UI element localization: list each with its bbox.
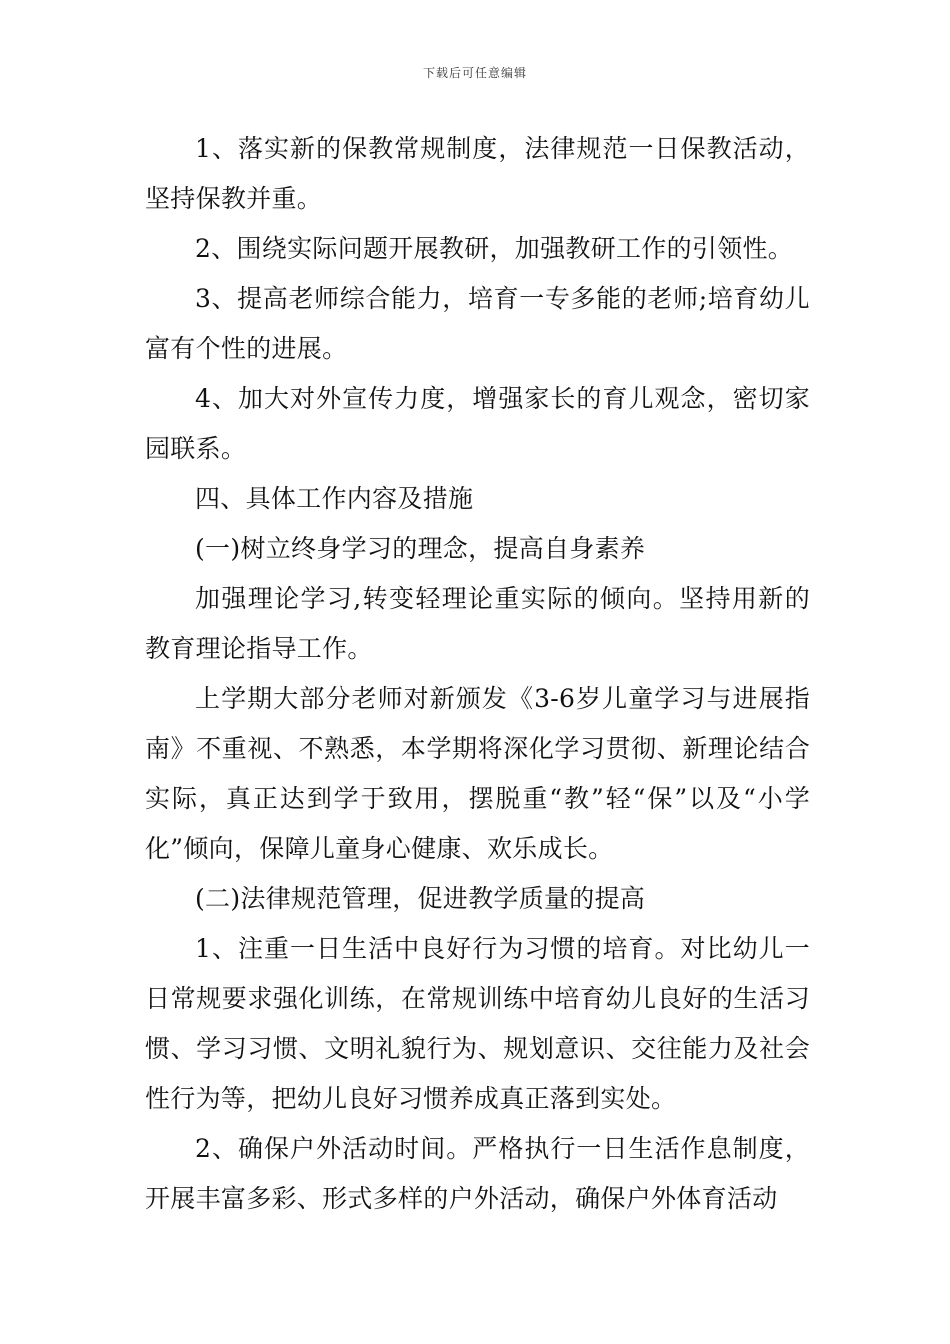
paragraph-goal-1: 1、落实新的保教常规制度，法律规范一日保教活动，坚持保教并重。 <box>145 134 810 213</box>
document-body <box>145 124 810 1224</box>
subheading-1: (一)树立终身学习的理念，提高自身素养 <box>195 534 646 563</box>
paragraph-goal-3: 3、提高老师综合能力，培育一专多能的老师;培育幼儿富有个性的进展。 <box>145 284 810 363</box>
subheading-2: (二)法律规范管理，促进教学质量的提高 <box>195 884 646 913</box>
paragraph-theory-study: 加强理论学习,转变轻理论重实际的倾向。坚持用新的教育理论指导工作。 <box>145 584 810 663</box>
paragraph-outdoor: 2、确保户外活动时间。严格执行一日生活作息制度，开展丰富多彩、形式多样的户外活动，确保户外体育活动 <box>145 1134 810 1213</box>
header-note: 下载后可任意编辑 <box>422 66 527 80</box>
section-heading-4: 四、具体工作内容及措施 <box>195 484 474 513</box>
paragraph-goal-2: 2、围绕实际问题开展教研，加强教研工作的引领性。 <box>195 234 794 263</box>
paragraph-goal-4: 4、加大对外宣传力度，增强家长的育儿观念，密切家园联系。 <box>145 384 810 463</box>
paragraph-habits: 1、注重一日生活中良好行为习惯的培育。对比幼儿一日常规要求强化训练，在常规训练中培育幼儿良好的生活习惯、学习习惯、文明礼貌行为、规划意识、交往能力及社会性行为等，把幼儿良好习惯养成真正落到实处。 <box>145 934 810 1113</box>
paragraph-guideline: 上学期大部分老师对新颁发《3-6岁儿童学习与进展指南》不重视、不熟悉，本学期将深化学习贯彻、新理论结合实际，真正达到学于致用，摆脱重“教”轻“保”以及“小学化”倾向，保障儿童身心健康、欢乐成长。 <box>145 684 810 863</box>
